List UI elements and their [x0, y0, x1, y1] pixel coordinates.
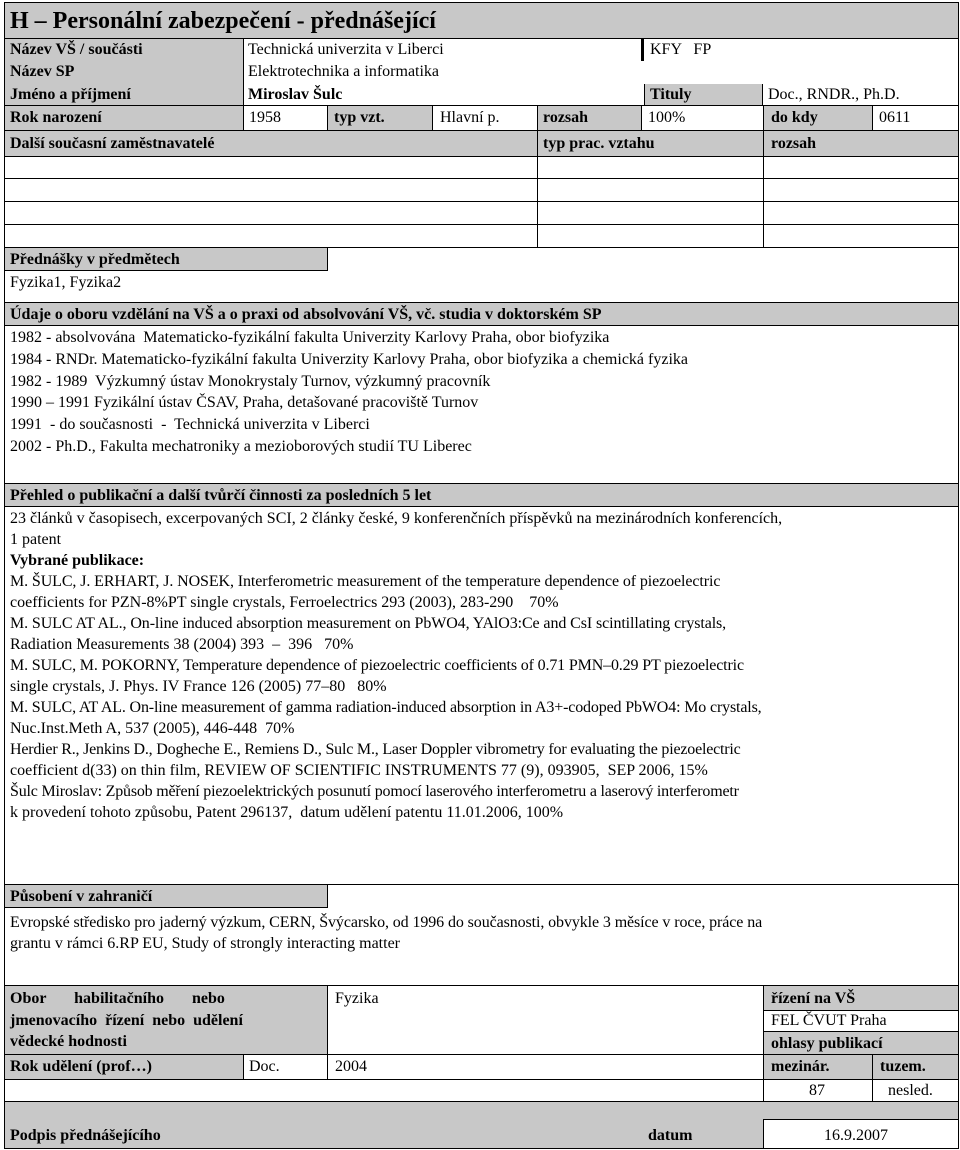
hline-985: [4, 985, 959, 986]
rizeni-value: FEL ČVUT Praha: [771, 1012, 887, 1029]
vs-label: Název VŠ / součásti: [10, 41, 143, 58]
abroad-body: [10, 912, 762, 954]
rozsah-label: rozsah: [543, 109, 589, 126]
lectures-label: Přednášky v předmětech: [10, 251, 180, 268]
vline-872: [872, 105, 873, 131]
list-item: coefficients for PZN-8%PT single crystals, Ferroelectrics 293 (2003), 283-290 70%: [10, 594, 559, 611]
list-item: M. SULC AT AL., On-line induced absorption measurement on PbWO4, YAlO3:Ce and CsI scintillating crystals,: [10, 615, 727, 632]
list-item: coefficient d(33) on thin film, REVIEW OF SCIENTIFIC INSTRUMENTS 77 (9), 093905, SEP 2006, 15%: [10, 762, 708, 779]
publications-body: [10, 508, 782, 823]
vline-872b: [872, 1054, 873, 1102]
rizeni-label: řízení na VŠ: [771, 990, 856, 1007]
publications-summary-2: 1 patent: [10, 531, 62, 548]
birth-value: 1958: [249, 109, 281, 126]
vline-lect: [327, 247, 328, 271]
dokdy-value: 0611: [879, 109, 911, 126]
sp-value: Elektrotechnika a informatika: [248, 63, 440, 80]
list-item: 1984 - RNDr. Matematicko-fyzikální fakulta Univerzity Karlovy Praha, obor biofyzika a chemická fyzika: [10, 350, 688, 368]
vs-code: KFY FP: [650, 41, 712, 58]
list-item: 1990 – 1991 Fyzikální ústav ČSAV, Praha, detašované pracoviště Turnov: [10, 394, 479, 412]
vline-327: [327, 105, 328, 131]
hline-201: [4, 201, 959, 202]
vline-kfy: [641, 39, 644, 61]
abroad-label: Působení v zahraničí: [10, 888, 153, 905]
list-item: M. SULC, M. POKORNY, Temperature dependence of piezoelectric coefficients of 0.71 PMN–0.29 PT piezoelectric: [10, 657, 744, 674]
list-item: Herdier R., Jenkins D., Dogheche E., Remiens D., Sulc M., Laser Doppler vibrometry for evaluating the piezoelectric: [10, 741, 741, 758]
tuzem-value: nesled.: [888, 1082, 933, 1099]
list-item: 2002 - Ph.D., Fakulta mechatroniky a mezioborových studií TU Liberec: [10, 437, 472, 455]
vline-rok: [243, 1054, 244, 1080]
education-label: Údaje o oboru vzdělání na VŠ a o praxi od absolvování VŠ, vč. studia v doktorském SP: [10, 306, 602, 323]
hline-105: [4, 105, 959, 106]
vline-763: [763, 105, 764, 247]
typprac-label: typ prac. vztahu: [543, 135, 655, 152]
habil-label-3: vědecké hodnosti: [10, 1033, 127, 1050]
hline-178: [4, 178, 959, 179]
list-item: M. SULC, AT AL. On-line measurement of gamma radiation-induced absorption in A3+-codoped PbWO4: Mo crystals,: [10, 699, 762, 716]
hline-325: [4, 325, 959, 326]
typvzt-label: typ vzt.: [334, 109, 385, 126]
list-item: Nuc.Inst.Meth A, 537 (2005), 446-448 70%: [10, 720, 295, 737]
hline-1031: [763, 1031, 959, 1032]
vline-tituly-r: [762, 84, 763, 105]
page-title: H – Personální zabezpečení - přednášející: [10, 8, 436, 34]
hline-270: [4, 270, 328, 271]
datum-value: 16.9.2007: [824, 1127, 888, 1144]
publications-label: Přehled o publikační a další tvůrčí činnosti za posledních 5 let: [10, 487, 432, 504]
hline-247: [4, 247, 959, 248]
sp-label: Název SP: [10, 63, 75, 80]
typvzt-value: Hlavní p.: [440, 109, 500, 126]
dokdy-label: do kdy: [771, 109, 818, 126]
tuzem-label: tuzem.: [880, 1058, 926, 1075]
birth-label: Rok narození: [10, 109, 102, 126]
abroad-line-2: grantu v rámci 6.RP EU, Study of strongly interacting matter: [10, 935, 400, 952]
hline-224: [4, 224, 959, 225]
list-item: 1982 - absolvována Matematicko-fyzikální fakulta Univerzity Karlovy Praha, obor biofyzika: [10, 329, 610, 346]
outer-left: [4, 2, 5, 1149]
outer-right: [958, 2, 959, 1149]
hline-1079: [4, 1079, 959, 1080]
hline-884: [4, 884, 959, 885]
list-item: 1982 - 1989 Výzkumný ústav Monokrystaly Turnov, výzkumný pracovník: [10, 372, 491, 390]
list-item: Radiation Measurements 38 (2004) 393 – 396 70%: [10, 636, 354, 653]
hline-38: [4, 38, 959, 39]
rok-type: Doc.: [249, 1058, 280, 1075]
education-list: [10, 327, 688, 458]
vline-datum: [763, 1119, 764, 1149]
vline-abroad: [327, 884, 328, 908]
habil-label-2: jmenovacího řízení nebo udělení: [10, 1012, 243, 1029]
vline-763b: [763, 985, 764, 1102]
hline-130: [4, 130, 959, 131]
other-employers-label: Další současní zaměstnavatelé: [10, 135, 215, 152]
meznar-value: 87: [809, 1082, 825, 1099]
abroad-line-1: Evropské středisko pro jaderný výzkum, CERN, Švýcarsko, od 1996 do současnosti, obvykle 3 měsíce v roce, práce na: [10, 914, 763, 931]
list-item: single crystals, J. Phys. IV France 126 (2005) 77–80 80%: [10, 678, 387, 695]
vline-habil: [327, 985, 328, 1080]
rozsah-value: 100%: [648, 109, 686, 126]
hline-506: [4, 506, 959, 507]
lectures-value: Fyzika1, Fyzika2: [10, 274, 122, 291]
list-item: Šulc Miroslav: Způsob měření piezoelektrických posunutí pomocí laserového interferometru a laserový interferometr: [10, 783, 739, 800]
hline-483: [4, 483, 959, 484]
list-item: k provedení tohoto způsobu, Patent 296137, datum udělení patentu 11.01.2006, 100%: [10, 804, 564, 821]
vline-537: [537, 105, 538, 247]
hline-1054: [4, 1054, 959, 1055]
rozsah2-label: rozsah: [771, 135, 817, 152]
outer-bottom: [4, 1148, 959, 1149]
tituly-label: Tituly: [650, 86, 692, 103]
name-value: Miroslav Šulc: [248, 86, 343, 103]
list-item: M. ŠULC, J. ERHART, J. NOSEK, Interferometric measurement of the temperature dependence of piezoelectric: [10, 573, 721, 590]
hline-1119: [763, 1119, 959, 1120]
selected-publications-label: Vybrané publikace:: [10, 552, 145, 569]
vs-value: Technická univerzita v Liberci: [248, 41, 444, 58]
vline-tituly-l: [644, 84, 645, 105]
hline-156: [4, 156, 959, 157]
hline-907: [4, 907, 328, 908]
vline-432: [432, 105, 433, 131]
habil-field-value: Fyzika: [335, 990, 379, 1007]
datum-label: datum: [648, 1127, 693, 1144]
vline-641: [641, 105, 642, 131]
hline-302: [4, 302, 959, 303]
vline-243: [243, 38, 244, 131]
rok-label: Rok udělení (prof…): [10, 1058, 152, 1075]
name-label: Jméno a příjmení: [10, 86, 131, 103]
rok-value: 2004: [335, 1058, 367, 1075]
outer-top: [4, 2, 959, 3]
list-item: 1991 - do současnosti - Technická univerzita v Liberci: [10, 416, 370, 434]
ohlasy-label: ohlasy publikací: [771, 1035, 883, 1052]
hline-1101: [4, 1101, 959, 1102]
habil-label-1: Obor habilitačního nebo: [10, 990, 225, 1007]
podpis-label: Podpis přednášejícího: [10, 1127, 161, 1144]
tituly-value: Doc., RNDR., Ph.D.: [768, 86, 900, 103]
publications-summary: 23 článků v časopisech, excerpovaných SCI, 2 články české, 9 konferenčních příspěvků na mezinárodních konferencích,: [10, 510, 783, 527]
meznar-label: mezinár.: [771, 1058, 830, 1075]
